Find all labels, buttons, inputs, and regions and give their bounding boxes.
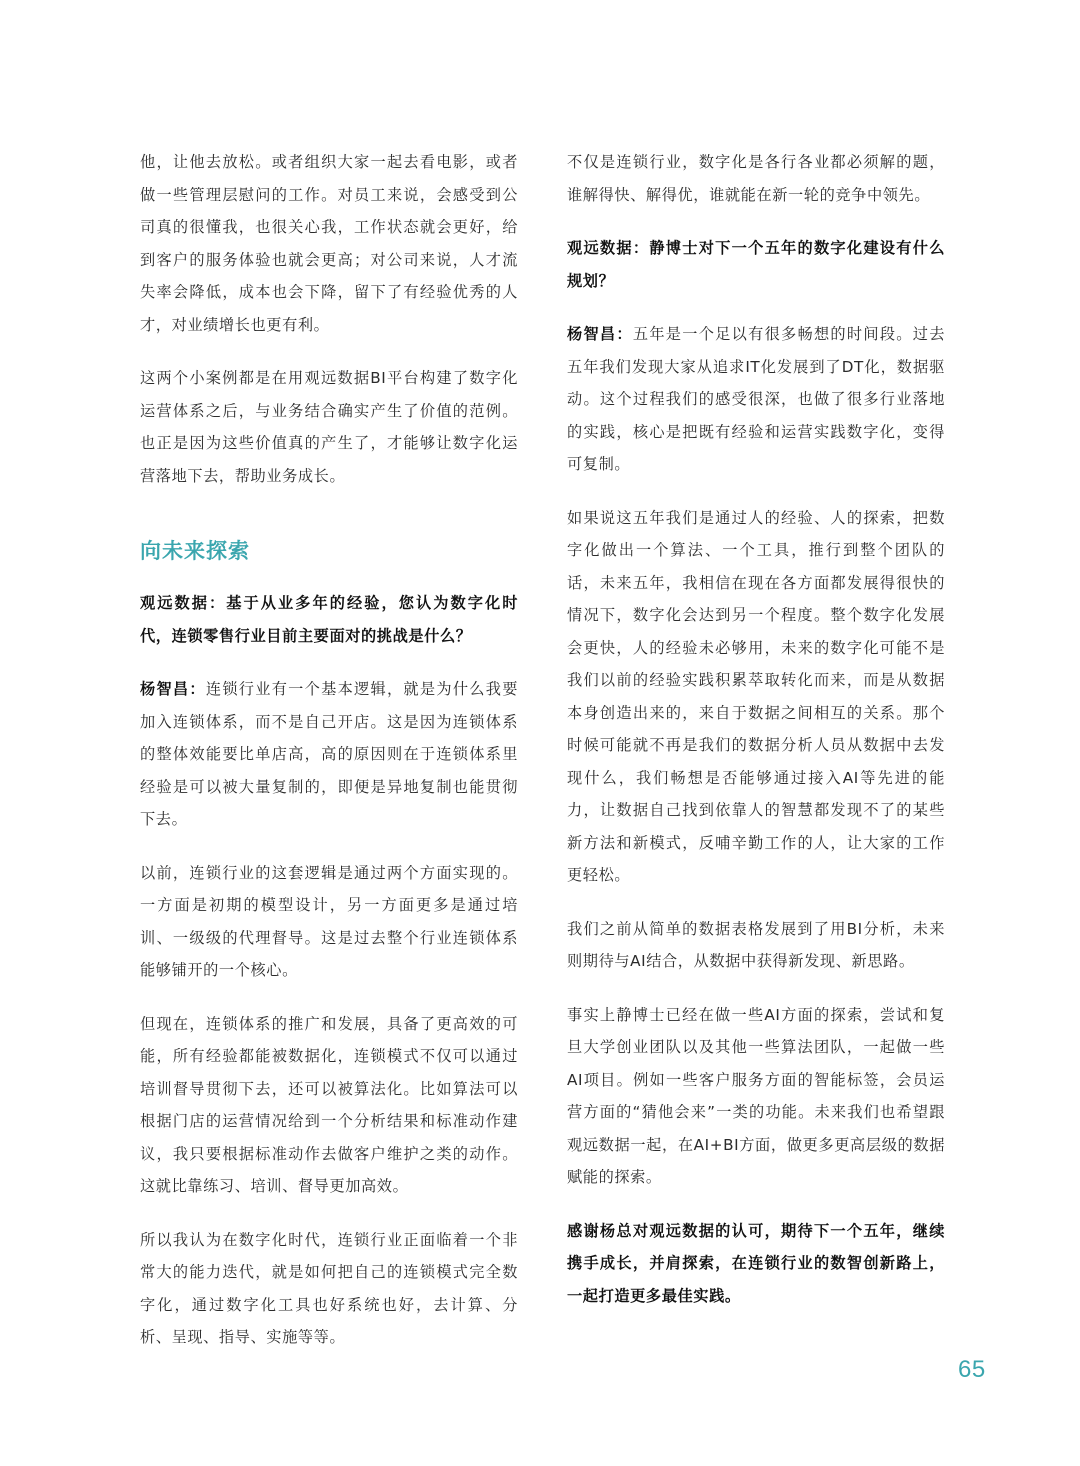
interview-answer bbox=[140, 673, 518, 836]
section-heading: 向未来探索 bbox=[140, 539, 250, 563]
body-paragraph: 以前，连锁行业的这套逻辑是通过两个方面实现的。一方面是初期的模型设计，另一方面更多是通过培训、一级级的代理督导。这是过去整个行业连锁体系能够铺开的一个核心。 bbox=[140, 863, 518, 979]
interview-question: 观远数据：基于从业多年的经验，您认为数字化时代，连锁零售行业目前主要面对的挑战是什么？ bbox=[140, 594, 518, 645]
interview-answer bbox=[567, 318, 945, 481]
body-paragraph: 所以我认为在数字化时代，连锁行业正面临着一个非常大的能力迭代，就是如何把自己的连锁模式完全数字化，通过数字化工具也好系统也好，去计算、分析、呈现、指导、实施等等。 bbox=[140, 1230, 518, 1346]
body-paragraph: 如果说这五年我们是通过人的经验、人的探索，把数字化做出一个算法、一个工具，推行到整个团队的话，未来五年，我相信在现在各方面都发展得很快的情况下，数字化会达到另一个程度。整个数字化发展会更快，人的经验未必够用，未来的数字化可能不是我们以前的经验实践积累萃取转化而来，而是从数据本身创造出来的，来自于数据之间相互的关系。那个时候可能就不再是我们的数据分析人员从数据中去发现什么，我们畅想是否能够通过接入AI等先进的能力，让数据自己找到依靠人的智慧都发现不了的某些新方法和新模式，反哺辛勤工作的人，让大家的工作更轻松。 bbox=[567, 508, 945, 884]
closing-statement: 感谢杨总对观远数据的认可，期待下一个五年，继续携手成长，并肩探索，在连锁行业的数智创新路上，一起打造更多最佳实践。 bbox=[567, 1221, 945, 1305]
speaker-name: 杨智昌： bbox=[567, 325, 633, 343]
right-column bbox=[567, 146, 945, 1333]
body-paragraph: 我们之前从简单的数据表格发展到了用BI分析，未来则期待与AI结合，从数据中获得新发现、新思路。 bbox=[567, 919, 945, 970]
body-paragraph: 他，让他去放松。或者组织大家一起去看电影，或者做一些管理层慰问的工作。对员工来说，会感受到公司真的很懂我，也很关心我，工作状态就会更好，给到客户的服务体验也就会更高；对公司来说，人才流失率会降低，成本也会下降，留下了有经验优秀的人才，对业绩增长也更有利。 bbox=[140, 153, 518, 334]
page-number: 65 bbox=[958, 1356, 986, 1383]
left-column bbox=[140, 146, 518, 1375]
body-paragraph: 但现在，连锁体系的推广和发展，具备了更高效的可能，所有经验都能被数据化，连锁模式不仅可以通过培训督导贯彻下去，还可以被算法化。比如算法可以根据门店的运营情况给到一个分析结果和标准动作建议，我只要根据标准动作去做客户维护之类的动作。这就比靠练习、培训、督导更加高效。 bbox=[140, 1014, 518, 1195]
answer-text: 五年是一个足以有很多畅想的时间段。过去五年我们发现大家从追求IT化发展到了DT化，数据驱动。这个过程我们的感受很深，也做了很多行业落地的实践，核心是把既有经验和运营实践数字化，变得可复制。 bbox=[567, 325, 945, 473]
body-paragraph: 这两个小案例都是在用观远数据BI平台构建了数字化运营体系之后，与业务结合确实产生了价值的范例。也正是因为这些价值真的产生了，才能够让数字化运营落地下去，帮助业务成长。 bbox=[140, 369, 518, 485]
answer-text: 连锁行业有一个基本逻辑，就是为什么我要加入连锁体系，而不是自己开店。这是因为连锁体系的整体效能要比单店高，高的原因则在于连锁体系里经验是可以被大量复制的，即便是异地复制也能贯彻下去。 bbox=[140, 680, 518, 828]
interview-question: 观远数据：静博士对下一个五年的数字化建设有什么规划？ bbox=[567, 239, 945, 290]
speaker-name: 杨智昌： bbox=[140, 680, 206, 698]
body-paragraph: 事实上静博士已经在做一些AI方面的探索，尝试和复旦大学创业团队以及其他一些算法团队，一起做一些AI项目。例如一些客户服务方面的智能标签，会员运营方面的“猜他会来”一类的功能。未来我们也希望跟观远数据一起，在AI+BI方面，做更多更高层级的数据赋能的探索。 bbox=[567, 1005, 945, 1186]
body-paragraph: 不仅是连锁行业，数字化是各行各业都必须解的题，谁解得快、解得优，谁就能在新一轮的竞争中领先。 bbox=[567, 153, 945, 204]
